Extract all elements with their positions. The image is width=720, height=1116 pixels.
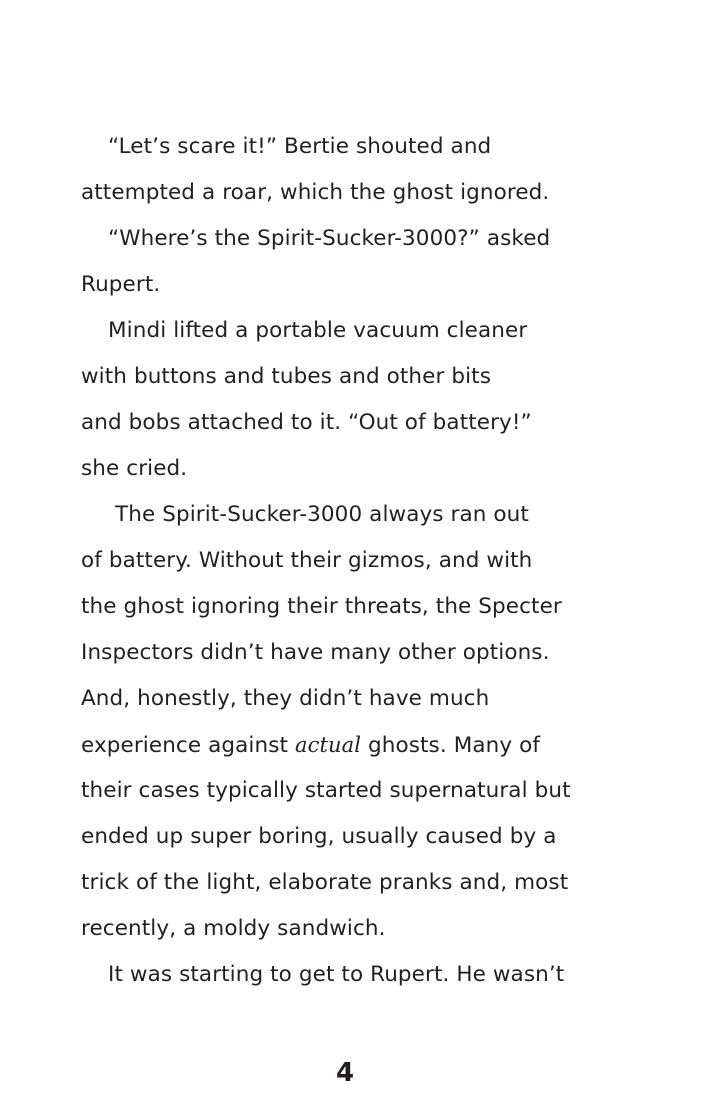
text-line: And, honestly, they didn’t have much (81, 686, 490, 711)
text-line: recently, a moldy sandwich. (81, 916, 386, 941)
text-line: The Spirit-Sucker-3000 always ran out (115, 502, 529, 527)
text-line: their cases typically started supernatural but (81, 778, 571, 803)
text-segment: experience against (81, 733, 295, 758)
text-line: Inspectors didn’t have many other options. (81, 640, 550, 665)
text-line: she cried. (81, 456, 188, 481)
text-line: and bobs attached to it. “Out of battery!” (81, 410, 532, 435)
page-number: 4 (335, 1058, 355, 1088)
text-line: “Where’s the Spirit-Sucker-3000?” asked (108, 226, 551, 251)
text-line: the ghost ignoring their threats, the Specter (81, 594, 562, 619)
text-line: trick of the light, elaborate pranks and, most (81, 870, 569, 895)
text-line (81, 728, 641, 774)
text-line: attempted a roar, which the ghost ignored. (81, 180, 550, 205)
text-line: “Let’s scare it!” Bertie shouted and (108, 134, 492, 159)
text-line: with buttons and tubes and other bits (81, 364, 491, 389)
text-line: Rupert. (81, 272, 161, 297)
text-segment: ghosts. Many of (361, 733, 541, 758)
text-line: Mindi lifted a portable vacuum cleaner (108, 318, 528, 343)
text-line: of battery. Without their gizmos, and with (81, 548, 533, 573)
text-line: ended up super boring, usually caused by a (81, 824, 557, 849)
body-text (81, 130, 641, 1004)
emphasis-text: actual (294, 733, 362, 757)
text-line: It was starting to get to Rupert. He wasn’t (108, 962, 565, 987)
